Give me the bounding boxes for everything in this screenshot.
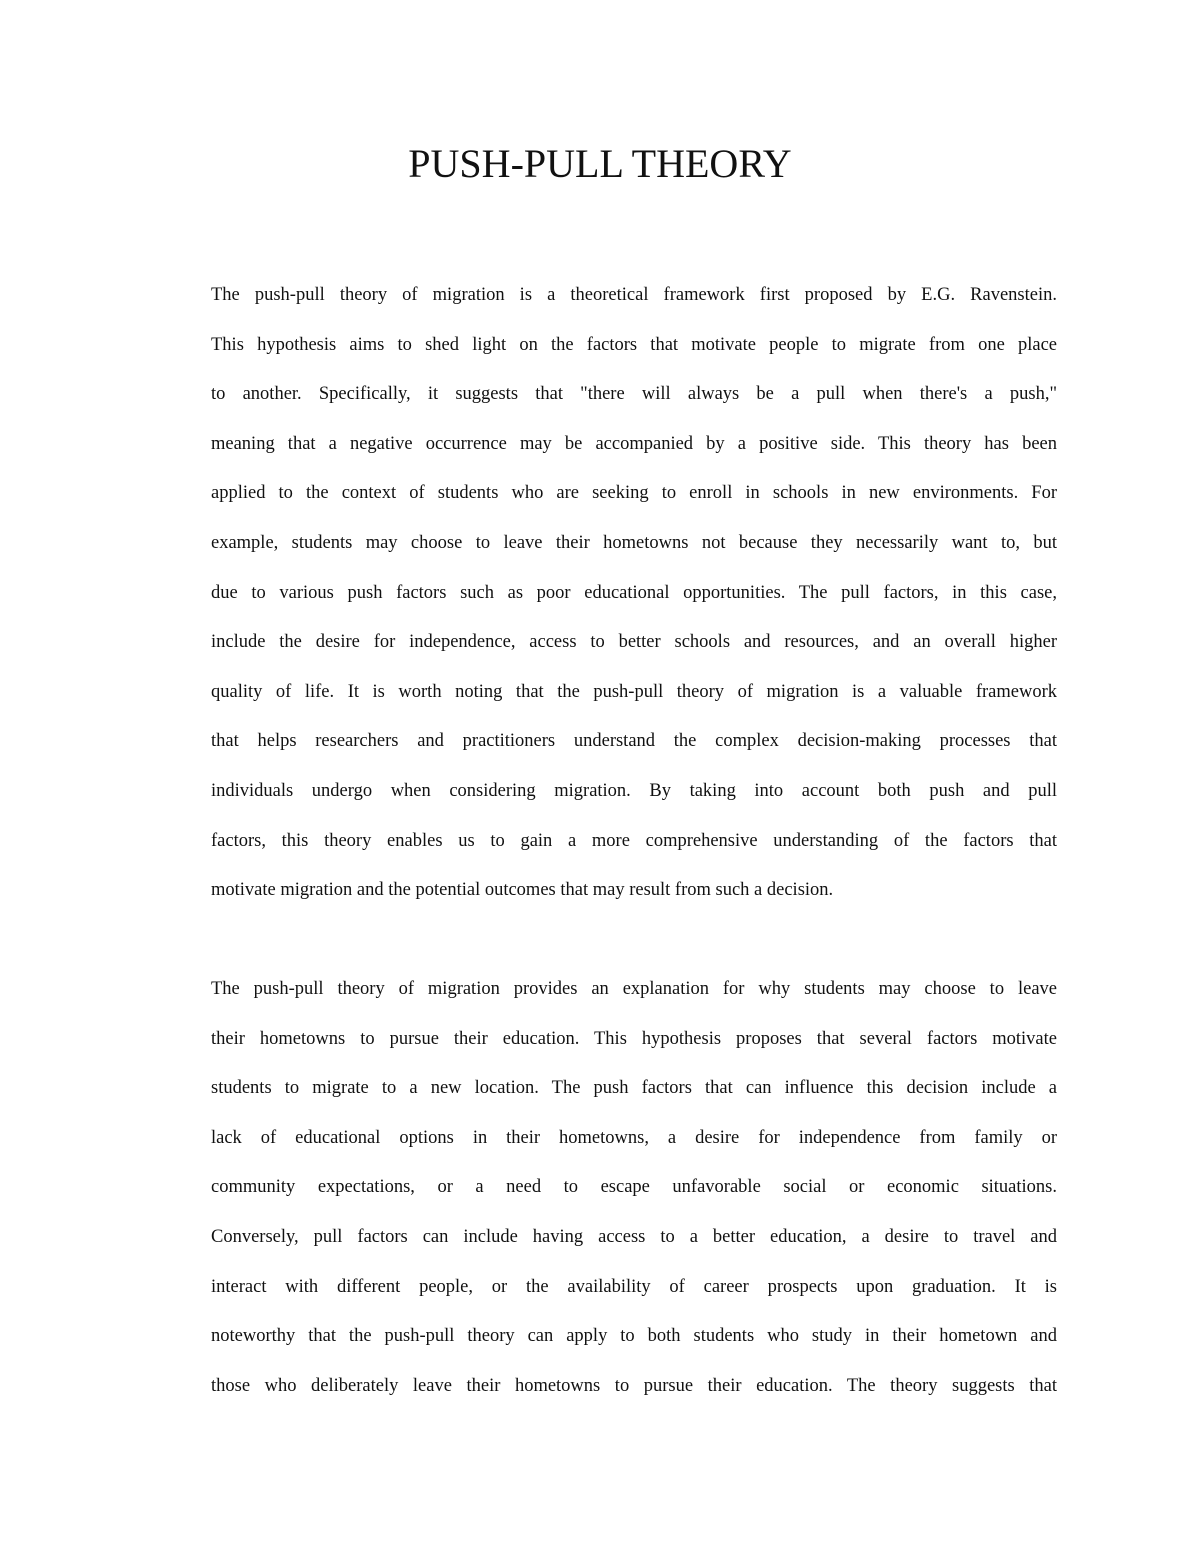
paragraph-line: example, students may choose to leave their hometowns not because they necessarily want to, but bbox=[211, 532, 1057, 553]
paragraph-line: factors, this theory enables us to gain a more comprehensive understanding of the factors that bbox=[211, 830, 1057, 851]
paragraph-line: motivate migration and the potential outcomes that may result from such a decision. bbox=[211, 880, 834, 901]
paragraph-line: that helps researchers and practitioners understand the complex decision-making processes that bbox=[211, 731, 1057, 752]
paragraph-line: lack of educational options in their hometowns, a desire for independence from family or bbox=[211, 1127, 1057, 1148]
paragraph-line: noteworthy that the push-pull theory can apply to both students who study in their hometown and bbox=[211, 1326, 1057, 1347]
paragraph-line: those who deliberately leave their hometowns to pursue their education. The theory suggests that bbox=[211, 1375, 1057, 1396]
paragraph-line: to another. Specifically, it suggests that "there will always be a pull when there's a push," bbox=[211, 384, 1057, 405]
page-title: PUSH-PULL THEORY bbox=[408, 141, 792, 186]
paragraph-1 bbox=[211, 282, 1057, 927]
paragraph-line: meaning that a negative occurrence may be accompanied by a positive side. This theory has been bbox=[211, 433, 1057, 454]
paragraph-2 bbox=[211, 976, 1057, 1422]
paragraph-line: The push-pull theory of migration is a theoretical framework first proposed by E.G. Ravenstein. bbox=[211, 285, 1057, 305]
paragraph-line: individuals undergo when considering migration. By taking into account both push and pull bbox=[211, 780, 1057, 801]
paragraph-line: The push-pull theory of migration provides an explanation for why students may choose to leave bbox=[211, 979, 1057, 999]
paragraph-line: community expectations, or a need to escape unfavorable social or economic situations. bbox=[211, 1177, 1057, 1198]
paragraph-line: due to various push factors such as poor educational opportunities. The pull factors, in this case, bbox=[211, 582, 1057, 603]
paragraph-line: This hypothesis aims to shed light on the factors that motivate people to migrate from one place bbox=[211, 334, 1057, 355]
paragraph-line: Conversely, pull factors can include having access to a better education, a desire to travel and bbox=[211, 1226, 1057, 1247]
paragraph-line: applied to the context of students who are seeking to enroll in schools in new environments. For bbox=[211, 483, 1057, 504]
paragraph-line: students to migrate to a new location. The push factors that can influence this decision include a bbox=[211, 1078, 1057, 1099]
paragraph-line: quality of life. It is worth noting that the push-pull theory of migration is a valuable framework bbox=[211, 681, 1057, 702]
paragraph-line: include the desire for independence, access to better schools and resources, and an overall higher bbox=[211, 632, 1057, 653]
paragraph-line: interact with different people, or the availability of career prospects upon graduation. It is bbox=[211, 1276, 1057, 1297]
paragraph-line: their hometowns to pursue their education. This hypothesis proposes that several factors motivate bbox=[211, 1028, 1057, 1049]
